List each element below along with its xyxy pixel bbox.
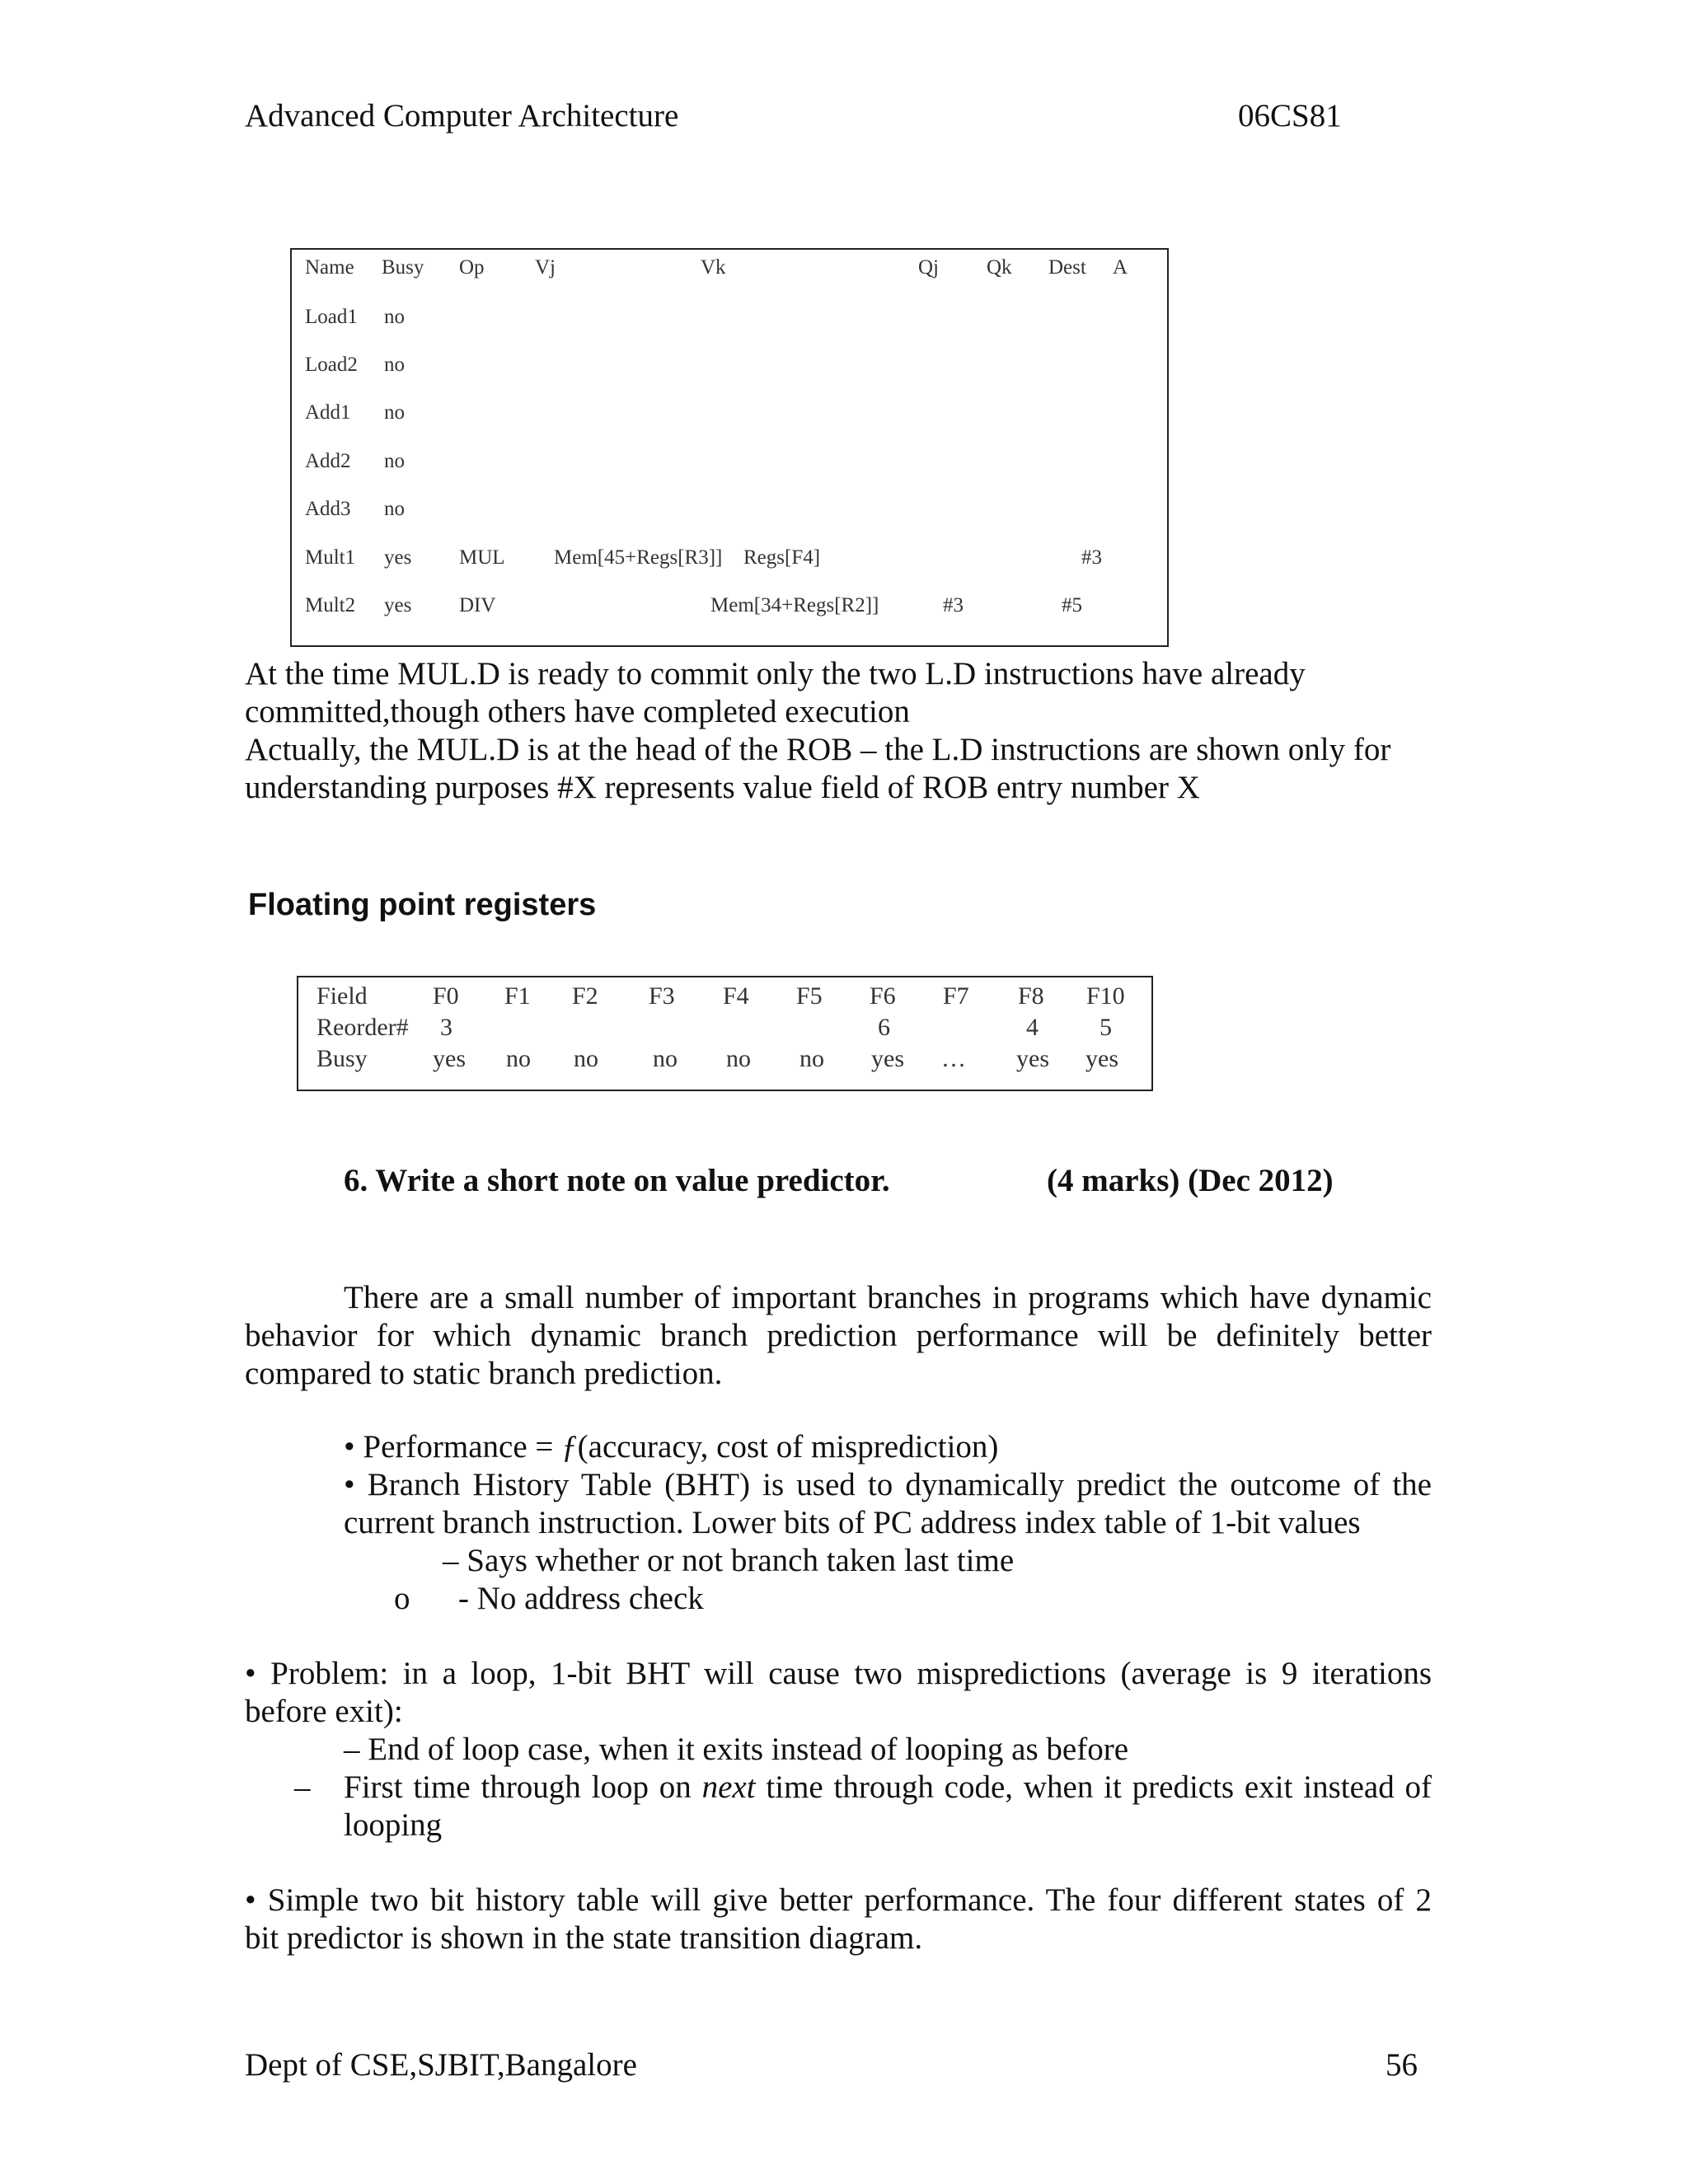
intro-paragraph bbox=[245, 1279, 1432, 1393]
header-title: Advanced Computer Architecture bbox=[245, 98, 679, 134]
rs-row-vj: Mem[45+Regs[R3]] bbox=[554, 546, 723, 569]
reservation-station-table bbox=[290, 248, 1169, 647]
rs-row-name: Load1 bbox=[305, 306, 358, 328]
fp-register-table bbox=[297, 976, 1153, 1091]
rs-header-op: Op bbox=[459, 256, 485, 279]
rs-row-vk: Mem[34+Regs[R2]] bbox=[710, 594, 879, 616]
rs-row-busy: no bbox=[384, 354, 405, 376]
footer-department: Dept of CSE,SJBIT,Bangalore bbox=[245, 2047, 637, 2083]
fp-reg-name: F1 bbox=[504, 982, 531, 1010]
text-line: behavior for which dynamic branch prediction performance will be definitely better bbox=[245, 1318, 1432, 1353]
fp-busy-value: no bbox=[574, 1045, 598, 1072]
question-marks: (4 marks) (Dec 2012) bbox=[1047, 1163, 1334, 1198]
rs-header-busy: Busy bbox=[382, 256, 424, 279]
text-line: compared to static branch prediction. bbox=[245, 1356, 723, 1391]
rs-row-busy: no bbox=[384, 498, 405, 520]
page-number: 56 bbox=[1386, 2047, 1418, 2083]
text-line: looping bbox=[344, 1807, 443, 1843]
text-segment: (accuracy, cost of misprediction) bbox=[577, 1429, 999, 1465]
fp-busy-value: no bbox=[799, 1045, 824, 1072]
rs-header-name: Name bbox=[305, 256, 354, 279]
fp-reg-name: F3 bbox=[649, 982, 675, 1010]
problem-paragraph bbox=[245, 1655, 1432, 1731]
text-segment: • Performance = bbox=[344, 1429, 562, 1465]
rs-row-name: Add3 bbox=[305, 498, 351, 520]
text-line: There are a small number of important branches in programs which have dynamic bbox=[344, 1280, 1432, 1315]
bullet-bht bbox=[344, 1466, 1432, 1542]
text-line: Actually, the MUL.D is at the head of the ROB – the L.D instructions are shown only for bbox=[245, 732, 1391, 767]
fp-busy-value: yes bbox=[1085, 1045, 1118, 1072]
fp-busy-value: no bbox=[506, 1045, 531, 1072]
fp-busy-value: no bbox=[653, 1045, 678, 1072]
bullet-marker-o: o bbox=[394, 1581, 410, 1616]
text-segment: First time through loop on bbox=[344, 1769, 702, 1805]
text-line: At the time MUL.D is ready to commit only the two L.D instructions have already bbox=[245, 656, 1306, 691]
rs-row-qj: #3 bbox=[943, 594, 964, 616]
dash-marker: – bbox=[294, 1769, 311, 1805]
rs-header-dest: Dest bbox=[1048, 256, 1086, 279]
rs-row-dest: #5 bbox=[1062, 594, 1082, 616]
rs-header-vk: Vk bbox=[701, 256, 726, 279]
fp-reg-name: F7 bbox=[943, 982, 969, 1010]
rs-row-dest: #3 bbox=[1081, 546, 1102, 569]
rs-header-a: A bbox=[1113, 256, 1128, 279]
fp-busy-value: … bbox=[941, 1045, 966, 1072]
fp-reg-name: F2 bbox=[572, 982, 598, 1010]
rs-header-vj: Vj bbox=[535, 256, 556, 279]
fp-reorder-value: 3 bbox=[440, 1014, 452, 1041]
fp-busy-label: Busy bbox=[316, 1045, 368, 1072]
function-symbol: ƒ bbox=[561, 1429, 578, 1465]
two-bit-paragraph bbox=[245, 1882, 1432, 1957]
fp-busy-value: yes bbox=[871, 1045, 904, 1072]
rs-row-op: DIV bbox=[459, 594, 496, 616]
fp-registers-heading: Floating point registers bbox=[248, 888, 597, 922]
text-line: before exit): bbox=[245, 1694, 403, 1729]
rs-row-name: Load2 bbox=[305, 354, 358, 376]
fp-reg-name: F4 bbox=[723, 982, 749, 1010]
rs-header-qk: Qk bbox=[987, 256, 1012, 279]
fp-reg-name: F8 bbox=[1018, 982, 1044, 1010]
question-title: 6. Write a short note on value predictor. bbox=[344, 1163, 890, 1198]
fp-field-label: Field bbox=[316, 982, 368, 1010]
fp-reg-name: F0 bbox=[433, 982, 459, 1010]
rs-header-qj: Qj bbox=[918, 256, 939, 279]
fp-reg-name: F5 bbox=[796, 982, 823, 1010]
rs-row-op: MUL bbox=[459, 546, 505, 569]
fp-reorder-value: 6 bbox=[878, 1014, 890, 1041]
text-line bbox=[344, 1769, 1432, 1807]
rs-row-busy: no bbox=[384, 401, 405, 424]
text-line: current branch instruction. Lower bits of PC address index table of 1-bit values bbox=[344, 1505, 1361, 1540]
text-line: committed,though others have completed execution bbox=[245, 694, 910, 729]
problem-sub-point: – End of loop case, when it exits instead of looping as before bbox=[344, 1732, 1129, 1767]
rs-row-name: Add2 bbox=[305, 450, 351, 472]
rs-row-name: Mult1 bbox=[305, 546, 356, 569]
text-line: • Branch History Table (BHT) is used to dynamically predict the outcome of the bbox=[344, 1467, 1432, 1502]
rs-row-name: Mult2 bbox=[305, 594, 356, 616]
rs-row-busy: yes bbox=[384, 594, 412, 616]
problem-sub-point bbox=[344, 1769, 1432, 1844]
rob-explanation bbox=[245, 655, 1432, 807]
rs-row-name: Add1 bbox=[305, 401, 351, 424]
fp-busy-value: yes bbox=[433, 1045, 466, 1072]
text-line: • Problem: in a loop, 1-bit BHT will cause two mispredictions (average is 9 iterations bbox=[245, 1656, 1432, 1691]
bht-sub-point: - No address check bbox=[458, 1581, 704, 1616]
fp-reorder-value: 5 bbox=[1100, 1014, 1112, 1041]
fp-reorder-value: 4 bbox=[1026, 1014, 1039, 1041]
fp-reg-name: F10 bbox=[1086, 982, 1125, 1010]
rs-row-busy: no bbox=[384, 306, 405, 328]
rs-row-vk: Regs[F4] bbox=[743, 546, 821, 569]
fp-busy-value: no bbox=[726, 1045, 751, 1072]
rs-row-busy: yes bbox=[384, 546, 412, 569]
text-line: • Simple two bit history table will give better performance. The four different states of 2 bbox=[245, 1882, 1432, 1918]
text-line: bit predictor is shown in the state transition diagram. bbox=[245, 1920, 923, 1956]
bht-sub-point: – Says whether or not branch taken last time bbox=[443, 1543, 1015, 1578]
bullet-performance bbox=[344, 1428, 998, 1466]
text-segment: time through code, when it predicts exit instead of bbox=[755, 1769, 1432, 1805]
text-line: understanding purposes #X represents value field of ROB entry number X bbox=[245, 770, 1200, 805]
fp-reorder-label: Reorder# bbox=[316, 1014, 409, 1041]
rs-row-busy: no bbox=[384, 450, 405, 472]
text-emphasis: next bbox=[701, 1769, 756, 1805]
fp-reg-name: F6 bbox=[870, 982, 896, 1010]
fp-busy-value: yes bbox=[1016, 1045, 1049, 1072]
header-course-code: 06CS81 bbox=[1238, 98, 1342, 134]
